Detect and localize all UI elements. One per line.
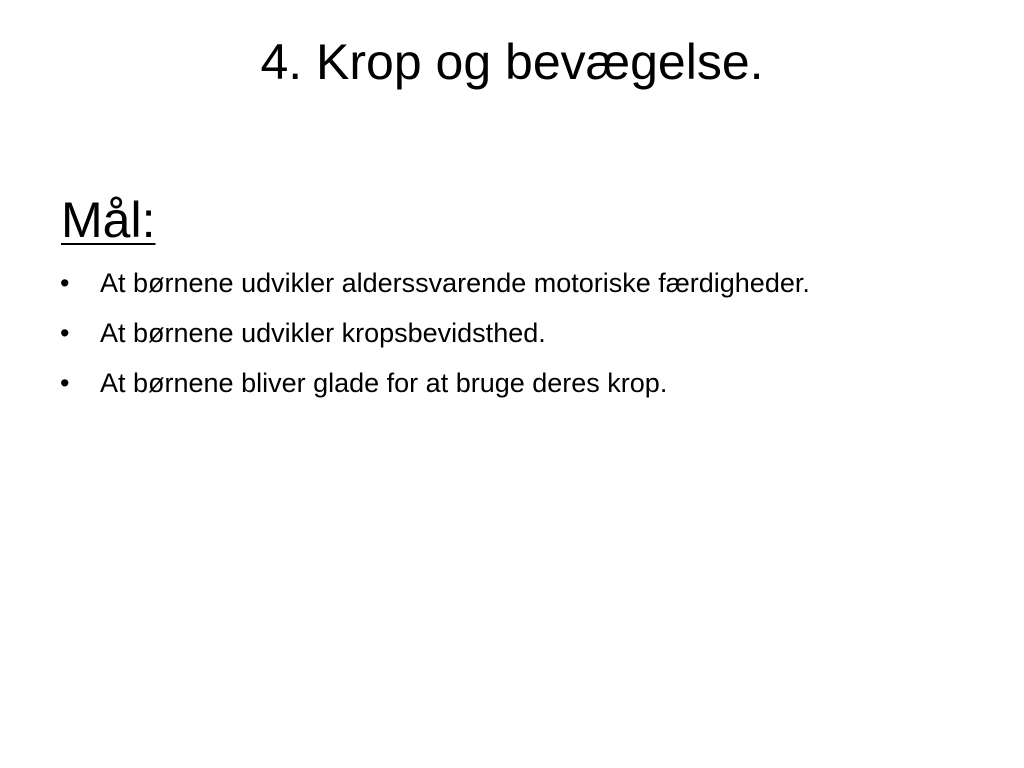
list-item [60,363,860,403]
bullet-icon: • [60,268,70,298]
bullet-icon: • [60,318,70,348]
list-item-text: At børnene udvikler kropsbevidsthed. [100,318,546,348]
list-item-text: At børnene udvikler alderssvarende motoriske færdigheder. [100,268,810,298]
goal-list [60,263,860,413]
section-heading: Mål: [61,192,156,248]
list-item [60,263,860,303]
list-item-text: At børnene bliver glade for at bruge deres krop. [100,368,668,398]
list-item [60,313,860,353]
bullet-icon: • [60,368,70,398]
slide-title: 4. Krop og bevægelse. [260,34,764,90]
